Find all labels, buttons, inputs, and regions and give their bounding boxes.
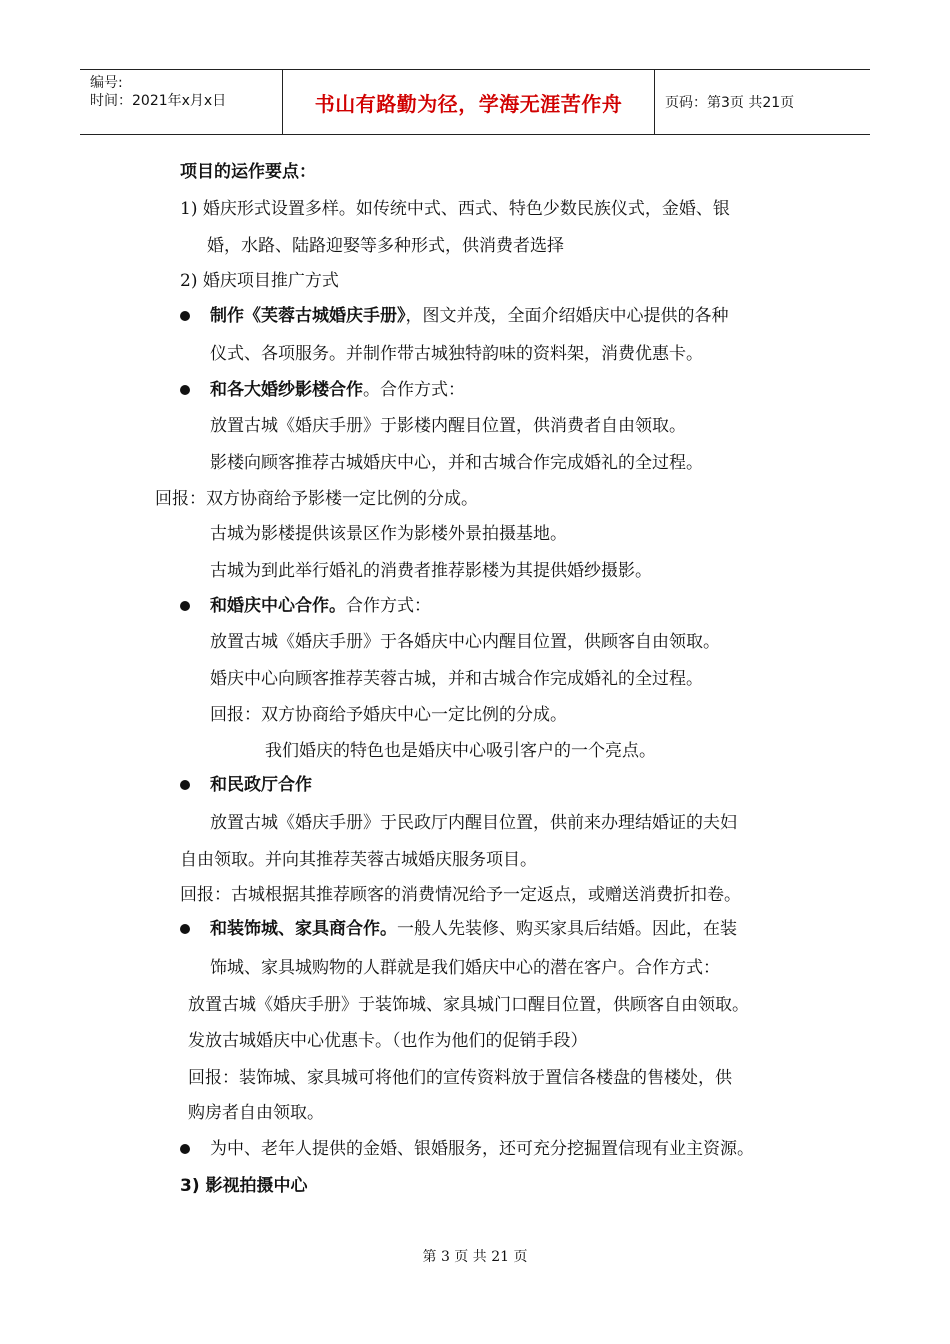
paragraph-line: 购房者自由领取。	[188, 1103, 324, 1123]
paragraph-line: 发放古城婚庆中心优惠卡。（也作为他们的促销手段）	[188, 1031, 588, 1051]
paragraph-line: 回报：双方协商给予婚庆中心一定比例的分成。	[210, 705, 567, 725]
bullet-item	[210, 305, 729, 327]
bullet-item-title: 和各大婚纱影楼合作	[210, 380, 363, 400]
bullet-item-title: 和婚庆中心合作。	[210, 596, 346, 616]
paragraph-line: 仪式、各项服务。并制作带古城独特韵味的资料架，消费优惠卡。	[210, 344, 703, 364]
paragraph-line: 回报：双方协商给予影楼一定比例的分成。	[155, 489, 478, 509]
header-motto: 书山有路勤为径，学海无涯苦作舟	[314, 91, 623, 116]
paragraph-line: 1) 婚庆形式设置多样。如传统中式、西式、特色少数民族仪式，金婚、银	[180, 199, 730, 219]
document-number-label: 编号:	[90, 75, 123, 91]
bullet-item	[210, 379, 465, 401]
bullet-icon	[180, 385, 190, 395]
bullet-item-text: 合作方式：	[346, 596, 431, 616]
bullet-icon	[180, 780, 190, 790]
paragraph-line: 放置古城《婚庆手册》于影楼内醒目位置，供消费者自由领取。	[210, 416, 686, 436]
bullet-item	[210, 918, 737, 940]
bullet-item-title: 和装饰城、家具商合作。	[210, 919, 397, 939]
paragraph-line: 放置古城《婚庆手册》于各婚庆中心内醒目位置，供顾客自由领取。	[210, 632, 720, 652]
bullet-icon	[180, 1144, 190, 1154]
header-page-info: 页码：第3页 共21页	[665, 95, 795, 111]
bullet-item-text: ，图文并茂，全面介绍婚庆中心提供的各种	[405, 306, 729, 326]
header-page-cell	[655, 70, 870, 134]
paragraph-line: 婚，水路、陆路迎娶等多种形式，供消费者选择	[207, 236, 564, 256]
bullet-icon	[180, 601, 190, 611]
bullet-item-title: 制作《芙蓉古城婚庆手册》	[210, 306, 406, 326]
paragraph-line: 我们婚庆的特色也是婚庆中心吸引客户的一个亮点。	[265, 741, 656, 761]
paragraph-line: 放置古城《婚庆手册》于装饰城、家具城门口醒目位置，供顾客自由领取。	[188, 995, 749, 1015]
bullet-item-text: 一般人先装修、购买家具后结婚。因此，在装	[397, 919, 737, 939]
bullet-item-text: 。合作方式：	[363, 380, 465, 400]
bullet-icon	[180, 311, 190, 321]
paragraph-line: 影楼向顾客推荐古城婚庆中心，并和古城合作完成婚礼的全过程。	[210, 453, 703, 473]
paragraph-line: 2) 婚庆项目推广方式	[180, 271, 339, 291]
header-motto-cell	[282, 70, 655, 134]
paragraph-line: 放置古城《婚庆手册》于民政厅内醒目位置，供前来办理结婚证的夫妇	[210, 813, 737, 833]
bullet-item	[210, 595, 431, 617]
paragraph-line: 自由领取。并向其推荐芙蓉古城婚庆服务项目。	[180, 850, 537, 870]
bullet-icon	[180, 924, 190, 934]
paragraph-line: 古城为到此举行婚礼的消费者推荐影楼为其提供婚纱摄影。	[210, 561, 652, 581]
bullet-item-title: 和民政厅合作	[210, 775, 312, 795]
page-header	[80, 69, 870, 135]
paragraph-line: 回报：古城根据其推荐顾客的消费情况给予一定返点，或赠送消费折扣卷。	[180, 885, 741, 905]
section-heading: 3) 影视拍摄中心	[180, 1176, 308, 1196]
section-heading: 项目的运作要点：	[180, 162, 316, 182]
paragraph-line: 古城为影楼提供该景区作为影楼外景拍摄基地。	[210, 524, 567, 544]
bullet-item-text: 为中、老年人提供的金婚、银婚服务，还可充分挖掘置信现有业主资源。	[210, 1139, 754, 1159]
document-date: 时间：2021年x月x日	[90, 93, 227, 109]
page-footer: 第 3 页 共 21 页	[422, 1249, 528, 1265]
paragraph-line: 饰城、家具城购物的人群就是我们婚庆中心的潜在客户。合作方式：	[210, 958, 720, 978]
header-left-cell	[80, 70, 282, 134]
paragraph-line: 婚庆中心向顾客推荐芙蓉古城，并和古城合作完成婚礼的全过程。	[210, 669, 703, 689]
paragraph-line: 回报：装饰城、家具城可将他们的宣传资料放于置信各楼盘的售楼处，供	[188, 1068, 732, 1088]
